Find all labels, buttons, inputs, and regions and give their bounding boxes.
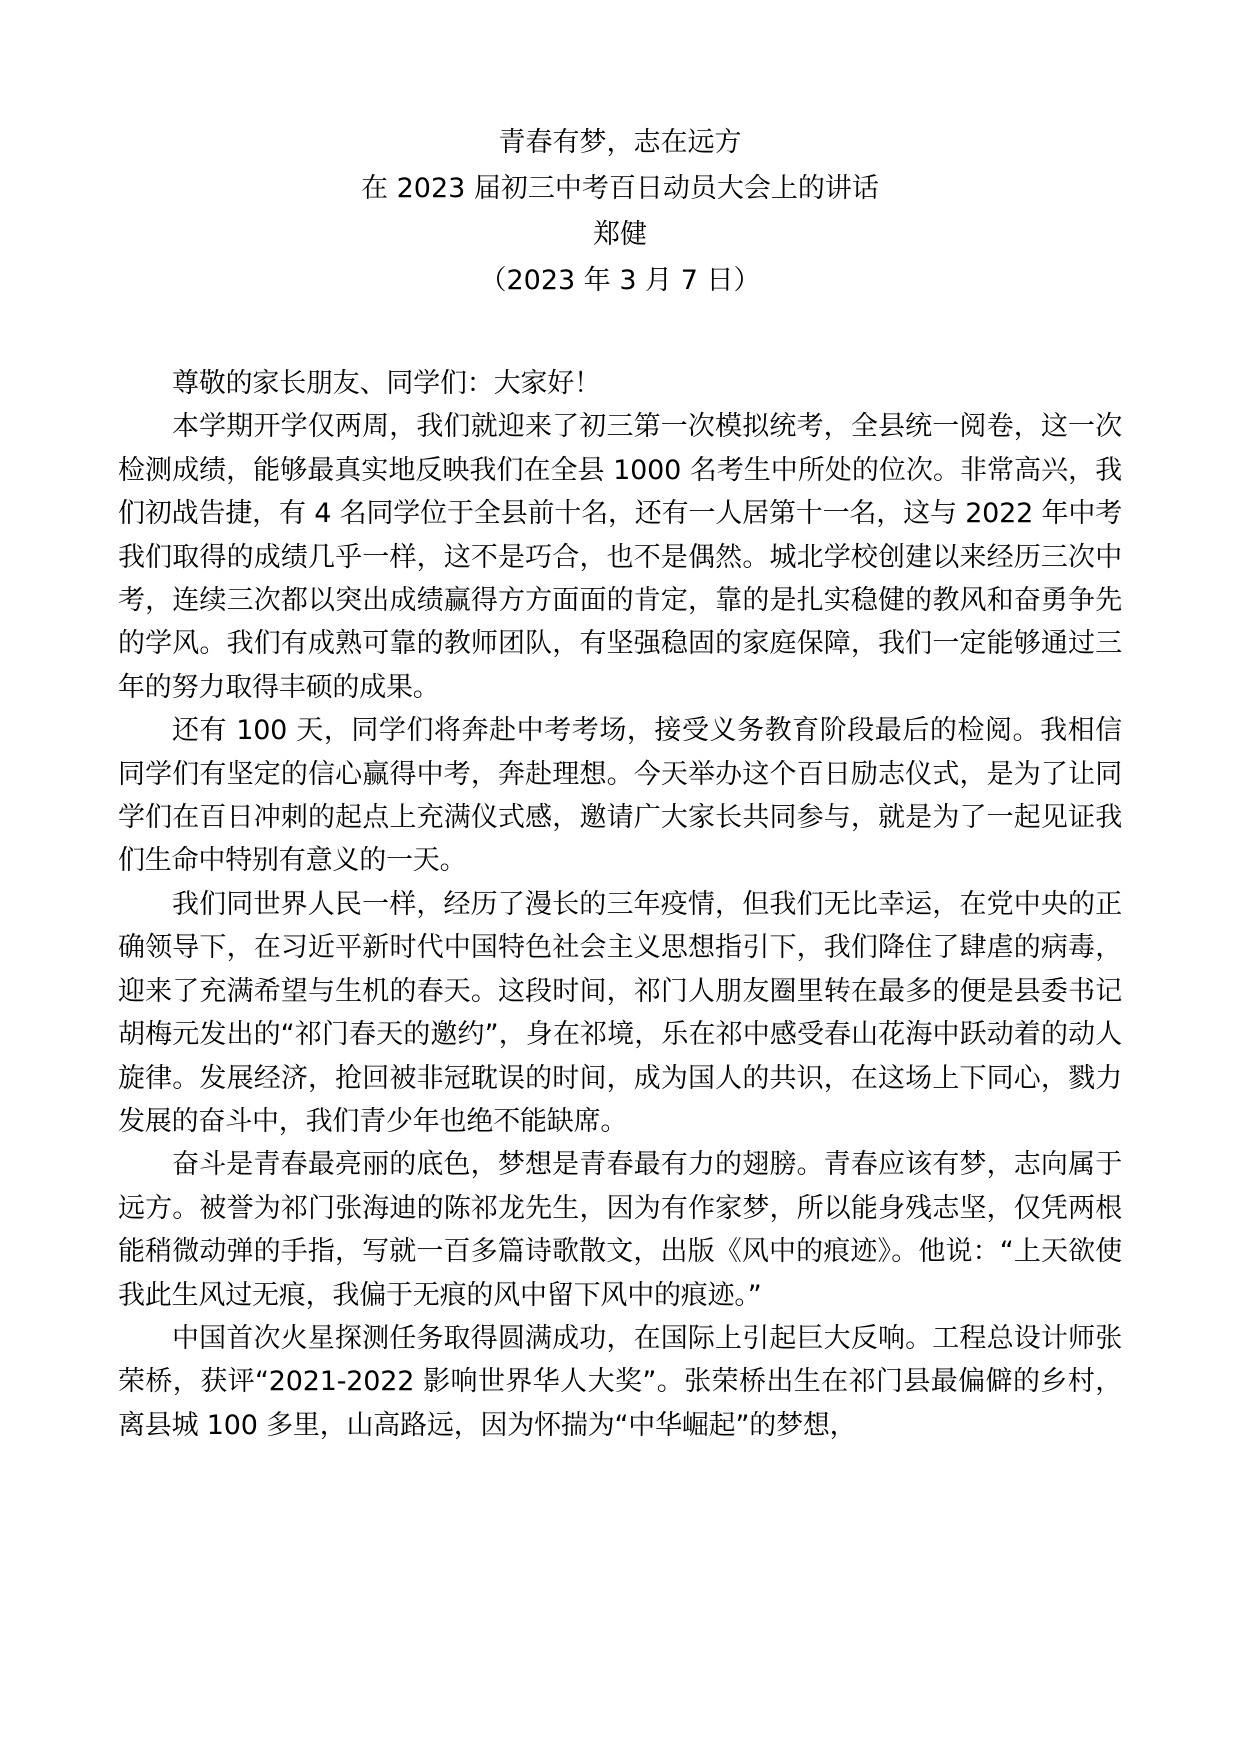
paragraph: 还有 100 天，同学们将奔赴中考考场，接受义务教育阶段最后的检阅。我相信同学们有坚定的信心赢得中考，奔赴理想。今天举办这个百日励志仪式，是为了让同学们在百日冲刺的起点上充满仪式感，邀请广大家长共同参与，就是为了一起见证我们生命中特别有意义的一天。 [118,715,1122,877]
paragraph-greeting: 尊敬的家长朋友、同学们：大家好！ [172,368,601,399]
speech-title: 青春有梦，志在远方 [498,127,742,158]
paragraph: 我们同世界人民一样，经历了漫长的三年疫情，但我们无比幸运，在党中央的正确领导下，在习近平新时代中国特色社会主义思想指引下，我们降住了肆虐的病毒，迎来了充满希望与生机的春天。这段时间，祁门人朋友圈里转在最多的便是县委书记胡梅元发出的“祁门春天的邀约”，身在祁境，乐在祁中感受春山花海中跃动着的动人旋律。发展经济，抢回被非冠耽误的时间，成为国人的共识，在这场上下同心，戮力发展的奋斗中，我们青少年也绝不能缺席。 [118,888,1122,1137]
speech-body [118,362,1122,1447]
speech-author: 郑健 [593,219,647,250]
speech-subtitle: 在 2023 届初三中考百日动员大会上的讲话 [361,173,879,204]
paragraph: 本学期开学仅两周，我们就迎来了初三第一次模拟统考，全县统一阅卷，这一次检测成绩，能够最真实地反映我们在全县 1000 名考生中所处的位次。非常高兴，我们初战告捷，有 4 名同学位于全县前十名，还有一人居第十一名，这与 2022 年中考我们取得的成绩几乎一样，这不是巧合，也不是偶然。城北学校创建以来经历三次中考，连续三次都以突出成绩赢得方方面面的肯定，靠的是扎实稳健的教风和奋勇争先的学风。我们有成熟可靠的教师团队，有坚强稳固的家庭保障，我们一定能够通过三年的努力取得丰硕的成果。 [118,411,1122,703]
speech-header [0,120,1240,304]
paragraph: 中国首次火星探测任务取得圆满成功，在国际上引起巨大反响。工程总设计师张荣桥，获评“2021-2022 影响世界华人大奖”。张荣桥出生在祁门县最偏僻的乡村，离县城 100 多里，山高路远，因为怀揣为“中华崛起”的梦想， [118,1322,1122,1441]
paragraph: 奋斗是青春最亮丽的底色，梦想是青春最有力的翅膀。青春应该有梦，志向属于远方。被誉为祁门张海迪的陈祁龙先生，因为有作家梦，所以能身残志坚，仅凭两根能稍微动弹的手指，写就一百多篇诗歌散文，出版《风中的痕迹》。他说：“上天欲使我此生风过无痕，我偏于无痕的风中留下风中的痕迹。” [118,1149,1122,1311]
speech-date: （2023 年 3 月 7 日） [479,265,761,296]
